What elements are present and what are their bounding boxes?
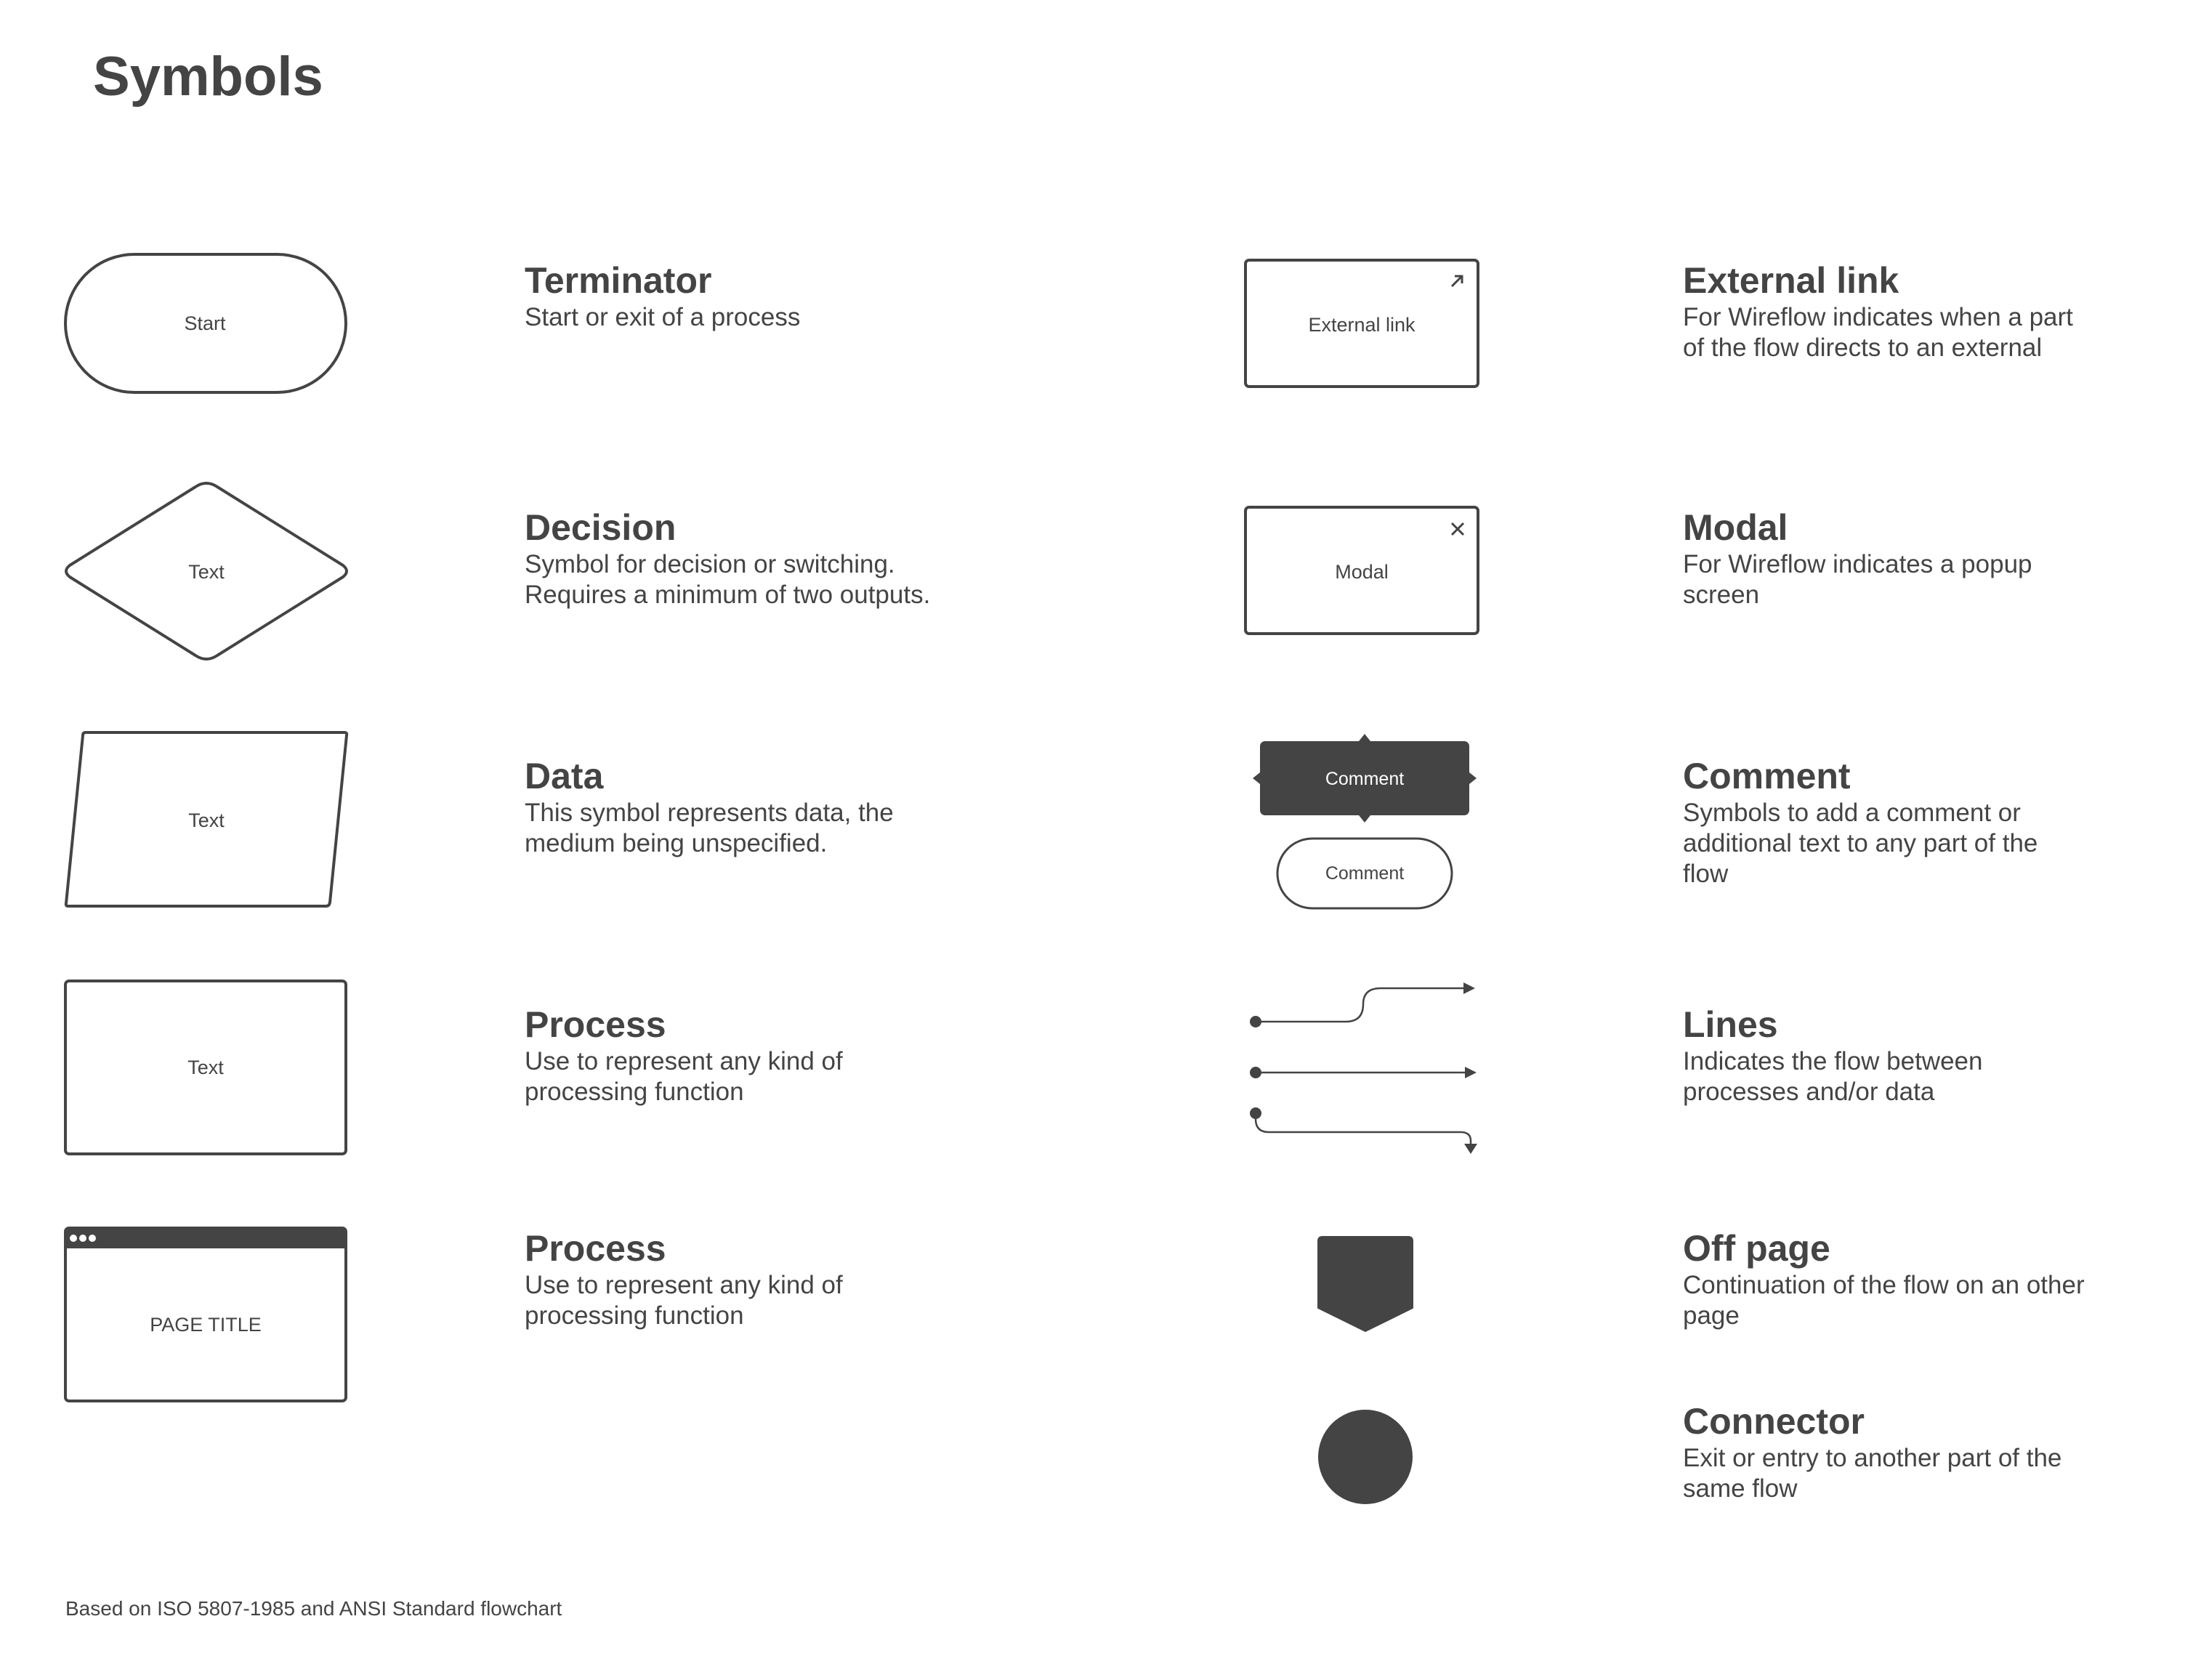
data-title: Data: [525, 756, 604, 796]
modal-symbol: [1244, 506, 1479, 637]
comment-outline-label: Comment: [1325, 863, 1405, 884]
line-elbow-down: [1250, 1107, 1477, 1154]
process-description: Use to represent any kind of processing function: [525, 1047, 843, 1106]
data-shape-label: Text: [188, 809, 225, 831]
decision-symbol: [64, 482, 349, 663]
process-page-title: Process: [525, 1228, 666, 1269]
window-dot-icon: [89, 1235, 96, 1242]
decision-title: Decision: [525, 507, 677, 548]
window-dot-icon: [70, 1235, 77, 1242]
connector-shape: [1318, 1410, 1413, 1504]
comment-title: Comment: [1683, 756, 1851, 796]
process-page-description-block: [525, 1227, 990, 1331]
lines-title: Lines: [1683, 1004, 1778, 1045]
page-title: Symbols: [93, 46, 323, 108]
arrow-up-right-icon: [1452, 276, 1462, 286]
close-icon: [1452, 523, 1463, 535]
external-link-shape-label: External link: [1308, 314, 1416, 336]
connector-title: Connector: [1683, 1401, 1865, 1442]
comment-description-block: [1683, 754, 2177, 889]
off-page-description: Continuation of the flow on an other page: [1683, 1271, 2085, 1330]
page-window-titlebar: [65, 1228, 346, 1248]
modal-shape-label: Modal: [1335, 561, 1389, 583]
external-link-description-block: [1683, 259, 2177, 363]
external-link-title: External link: [1683, 260, 1899, 301]
data-description: This symbol represents data, the medium being unspecified.: [525, 799, 894, 857]
decision-description-block: [525, 506, 1004, 610]
terminator-title: Terminator: [525, 260, 712, 301]
process-symbol: [64, 980, 349, 1157]
page-window-symbol: [64, 1227, 349, 1404]
lines-description: Indicates the flow between processes and/or data: [1683, 1047, 1983, 1106]
decision-shape-label: Text: [188, 561, 225, 583]
terminator-symbol: [64, 253, 349, 395]
footnote: Based on ISO 5807-1985 and ANSI Standard flowchart: [65, 1597, 562, 1620]
terminator-shape-label: Start: [184, 312, 226, 334]
comment-dark-label: Comment: [1325, 769, 1405, 789]
lines-symbol: [1244, 974, 1488, 1163]
terminator-description-block: [525, 259, 990, 333]
terminator-description: Start or exit of a process: [525, 303, 801, 331]
off-page-symbol: [1317, 1235, 1414, 1333]
process-title: Process: [525, 1004, 666, 1045]
data-description-block: [525, 754, 990, 859]
window-dot-icon: [79, 1235, 86, 1242]
external-link-description: For Wireflow indicates when a part of the flow directs to an external: [1683, 303, 2073, 362]
modal-description: For Wireflow indicates a popup screen: [1683, 550, 2032, 609]
modal-description-block: [1683, 506, 2177, 610]
line-straight: [1250, 1067, 1477, 1078]
off-page-shape: [1318, 1237, 1413, 1331]
external-link-symbol: [1244, 259, 1479, 389]
comment-symbol: [1248, 731, 1481, 913]
lines-description-block: [1683, 1003, 2177, 1107]
process-shape-label: Text: [187, 1057, 224, 1078]
process-description-block: [525, 1003, 990, 1107]
page-window-label: PAGE TITLE: [150, 1314, 262, 1336]
connector-description-block: [1683, 1400, 2177, 1504]
modal-title: Modal: [1683, 507, 1788, 548]
connector-symbol: [1317, 1408, 1414, 1506]
comment-description: Symbols to add a comment or additional text to any part of the flow: [1683, 799, 2038, 888]
line-elbow-up: [1250, 982, 1475, 1027]
process-page-description: Use to represent any kind of processing function: [525, 1271, 843, 1330]
data-symbol: [64, 731, 349, 908]
decision-description: Symbol for decision or switching. Requires a minimum of two outputs.: [525, 550, 931, 609]
off-page-title: Off page: [1683, 1228, 1830, 1269]
off-page-description-block: [1683, 1227, 2192, 1331]
connector-description: Exit or entry to another part of the same flow: [1683, 1444, 2062, 1503]
